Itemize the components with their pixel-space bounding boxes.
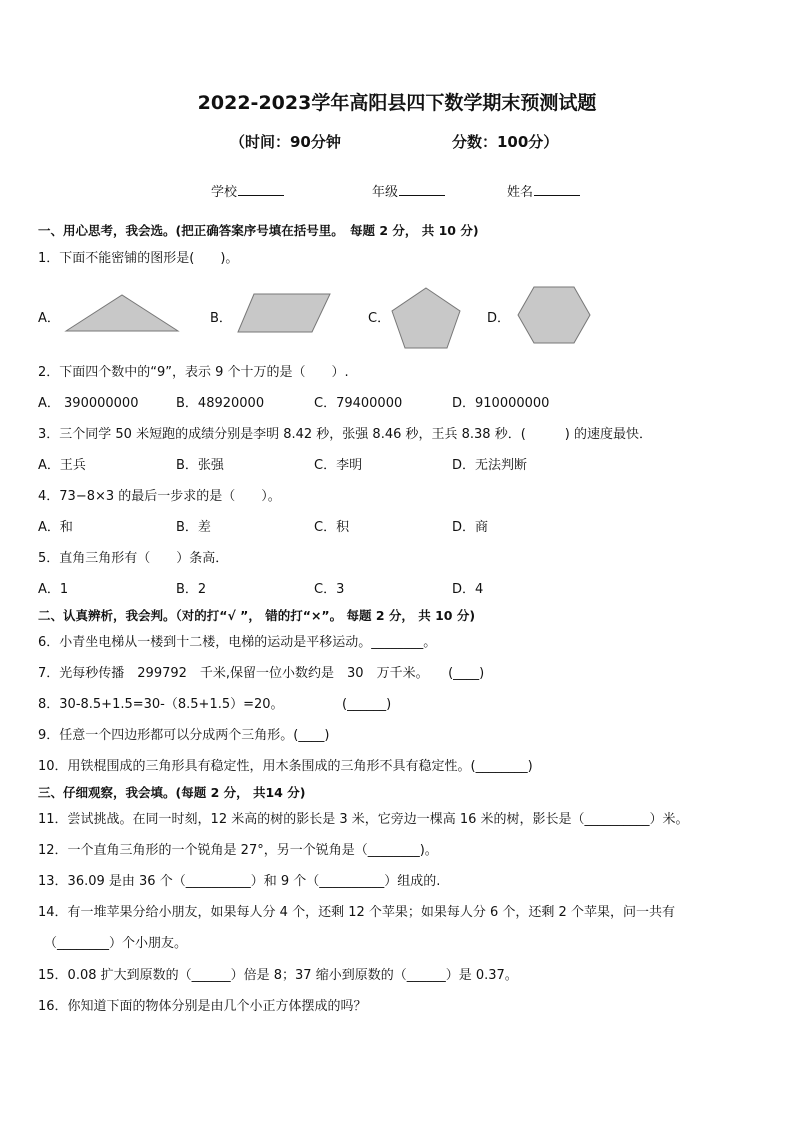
q1-option-d-label: D． bbox=[487, 311, 511, 326]
q3-option-d: D．无法判断 bbox=[452, 458, 528, 473]
q4-option-b: B．差 bbox=[176, 520, 211, 535]
grade-blank[interactable] bbox=[399, 183, 445, 196]
exam-score: 分数：100分） bbox=[452, 133, 559, 151]
q1-option-b-label: B． bbox=[210, 311, 232, 326]
school-blank[interactable] bbox=[238, 183, 284, 196]
school-label: 学校 bbox=[211, 185, 238, 200]
question-14-line-2: （________）个小朋友。 bbox=[44, 936, 188, 951]
name-blank[interactable] bbox=[534, 183, 580, 196]
name-label: 姓名 bbox=[507, 185, 534, 200]
question-6: 6．小青坐电梯从一楼到十二楼，电梯的运动是平移运动。________。 bbox=[38, 635, 437, 650]
grade-label: 年级 bbox=[372, 185, 399, 200]
triangle-shape bbox=[64, 293, 180, 333]
question-8: 8．30-8.5+1.5=30-（8.5+1.5）=20。 (______) bbox=[38, 697, 392, 712]
section-2-heading: 二、认真辨析，我会判。（对的打“√ ”， 错的打“×”。 每题 2 分， 共 10 分) bbox=[38, 608, 476, 623]
hexagon-shape bbox=[516, 285, 592, 345]
q5-option-c: C．3 bbox=[314, 582, 345, 597]
q3-option-a: A．王兵 bbox=[38, 458, 86, 473]
question-12: 12．一个直角三角形的一个锐角是 27°，另一个锐角是（________)。 bbox=[38, 843, 438, 858]
q2-option-b: B．48920000 bbox=[176, 396, 265, 411]
exam-time: （时间：90分钟 bbox=[230, 133, 341, 151]
question-11: 11．尝试挑战。在同一时刻，12 米高的树的影长是 3 米，它旁边一棵高 16 米的树，影长是（__________）米。 bbox=[38, 812, 689, 827]
question-14-line-1: 14．有一堆苹果分给小朋友，如果每人分 4 个，还剩 12 个苹果；如果每人分 6 个，还剩 2 个苹果，问一共有 bbox=[38, 905, 675, 920]
question-7: 7．光每秒传播 299792 千米,保留一位小数约是 30 万千米。 (____) bbox=[38, 666, 485, 681]
question-2: 2．下面四个数中的“9”，表示 9 个十万的是（ ）. bbox=[38, 365, 349, 380]
grade-field bbox=[372, 181, 445, 200]
exam-title: 2022-2023学年高阳县四下数学期末预测试题 bbox=[197, 92, 597, 114]
q5-option-b: B．2 bbox=[176, 582, 207, 597]
question-4: 4．73−8×3 的最后一步求的是（ ）。 bbox=[38, 489, 281, 504]
q5-option-a: A．1 bbox=[38, 582, 69, 597]
q4-option-c: C．积 bbox=[314, 520, 350, 535]
parallelogram-shape bbox=[236, 292, 332, 334]
q2-option-a: A． 390000000 bbox=[38, 396, 139, 411]
pentagon-shape bbox=[390, 286, 462, 350]
q4-option-d: D．商 bbox=[452, 520, 489, 535]
question-1: 1．下面不能密铺的图形是( )。 bbox=[38, 251, 239, 266]
question-16: 16．你知道下面的物体分别是由几个小正方体摆成的吗？ bbox=[38, 999, 367, 1014]
school-field bbox=[211, 181, 284, 200]
question-3: 3．三个同学 50 米短跑的成绩分别是李明 8.42 秒，张强 8.46 秒，王兵 8.38 秒．( ) 的速度最快． bbox=[38, 427, 652, 442]
q2-option-d: D．910000000 bbox=[452, 396, 550, 411]
q2-option-c: C．79400000 bbox=[314, 396, 403, 411]
q1-option-c-label: C． bbox=[368, 311, 391, 326]
q5-option-d: D．4 bbox=[452, 582, 484, 597]
question-13: 13．36.09 是由 36 个（__________）和 9 个（__________）组成的. bbox=[38, 874, 441, 889]
section-3-heading: 三、仔细观察，我会填。(每题 2 分， 共14 分) bbox=[38, 785, 306, 800]
q3-option-c: C．李明 bbox=[314, 458, 363, 473]
q1-option-a-label: A． bbox=[38, 311, 60, 326]
question-5: 5．直角三角形有（ ）条高． bbox=[38, 551, 229, 566]
question-15: 15．0.08 扩大到原数的（______）倍是 8；37 缩小到原数的（______）是 0.37。 bbox=[38, 968, 518, 983]
q4-option-a: A．和 bbox=[38, 520, 73, 535]
name-field bbox=[507, 181, 580, 200]
q3-option-b: B．张强 bbox=[176, 458, 224, 473]
question-9: 9．任意一个四边形都可以分成两个三角形。(____) bbox=[38, 728, 330, 743]
question-10: 10．用铁棍围成的三角形具有稳定性，用木条围成的三角形不具有稳定性。(________) bbox=[38, 759, 533, 774]
section-1-heading: 一、用心思考，我会选。(把正确答案序号填在括号里。 每题 2 分， 共 10 分) bbox=[38, 223, 479, 238]
